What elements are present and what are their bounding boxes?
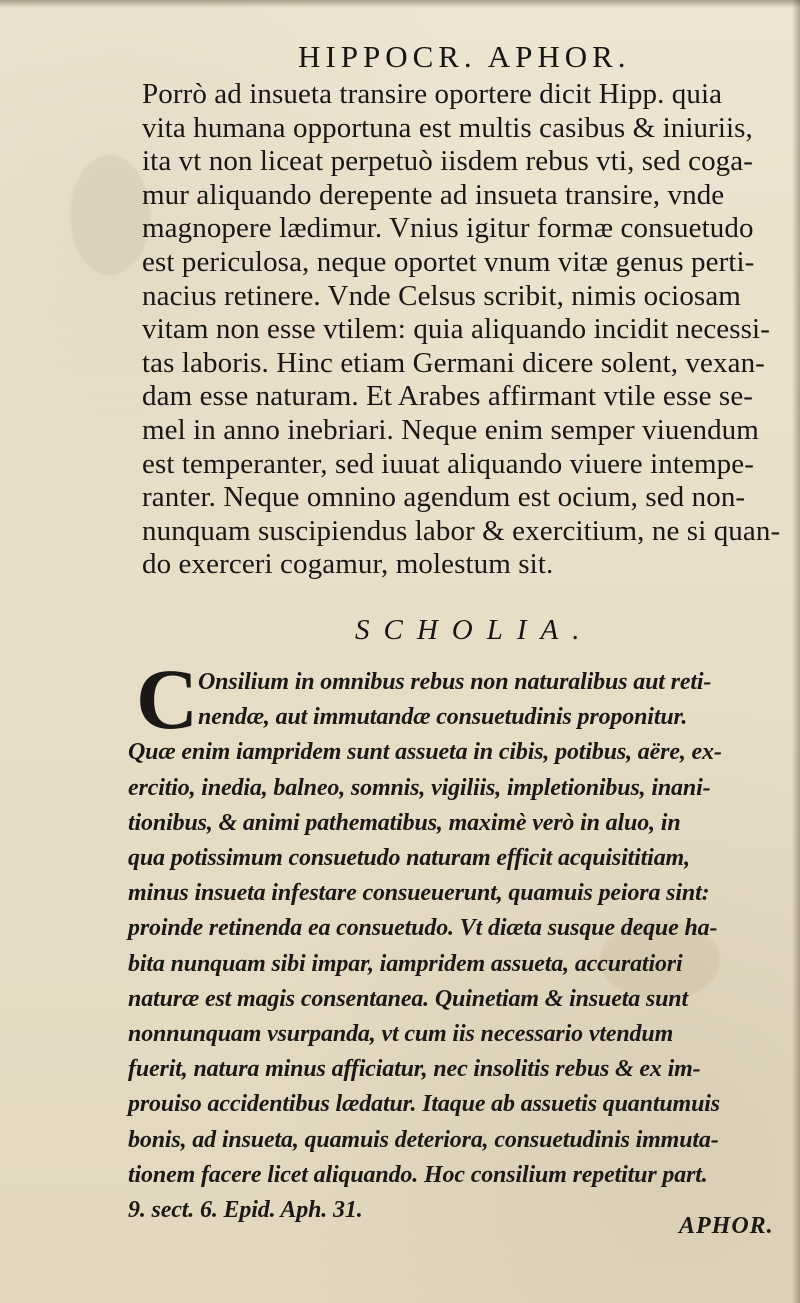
scholia-line: tionibus, & animi pathematibus, maximè verò in aluo, in — [128, 809, 681, 836]
main-text-block — [142, 78, 792, 582]
scholia-line: Quæ enim iampridem sunt assueta in cibis, potibus, aëre, ex- — [128, 739, 722, 766]
main-text-line: magnopere lædimur. Vnius igitur formæ consuetudo — [142, 212, 754, 245]
scholia-line: ercitio, inedia, balneo, somnis, vigiliis, impletionibus, inani- — [128, 774, 711, 801]
paper-stain — [70, 155, 150, 275]
main-text-line: ita vt non liceat perpetuò iisdem rebus vti, sed coga- — [142, 145, 754, 178]
scholia-line: tionem facere licet aliquando. Hoc consilium repetitur part. — [128, 1161, 708, 1188]
scholia-line: 9. sect. 6. Epid. Aph. 31. — [128, 1197, 363, 1224]
scholia-text-block — [128, 651, 792, 1228]
main-text-line: dam esse naturam. Et Arabes affirmant vtile esse se- — [142, 380, 754, 413]
main-text-line: vitam non esse vtilem: quia aliquando incidit necessi- — [142, 313, 770, 346]
main-text-line: nacius retinere. Vnde Celsus scribit, nimis ociosam — [142, 279, 741, 312]
main-text-line: nunquam suscipiendus labor & exercitium, ne si quan- — [142, 514, 781, 547]
scholia-line: prouiso accidentibus lædatur. Itaque ab assuetis quantumuis — [128, 1091, 720, 1118]
main-text-line: do exerceri cogamur, molestum sit. — [142, 548, 554, 581]
scholia-line: nendæ, aut immutandæ consuetudinis proponitur. — [198, 704, 688, 731]
main-text-line: est periculosa, neque oportet vnum vitæ genus perti- — [142, 245, 755, 278]
main-text-line: vita humana opportuna est multis casibus & iniuriis, — [142, 111, 753, 144]
main-text-line: mel in anno inebriari. Neque enim semper viuendum — [142, 413, 759, 446]
scholia-line: naturæ est magis consentanea. Quinetiam & insueta sunt — [128, 985, 689, 1012]
scholia-line: qua potissimum consuetudo naturam efficit acquisititiam, — [128, 845, 690, 872]
catchword: APHOR. — [679, 1213, 774, 1239]
drop-cap: C — [136, 651, 199, 747]
main-text-line: Porrò ad insueta transire oportere dicit Hipp. quia — [142, 78, 723, 110]
scholia-line: Onsilium in omnibus rebus non naturalibus aut reti- — [198, 669, 712, 695]
scholia-line: bita nunquam sibi impar, iampridem assueta, accuratiori — [128, 950, 683, 977]
scholia-line: bonis, ad insueta, quamuis deteriora, consuetudinis immuta- — [128, 1126, 719, 1153]
main-text-line: mur aliquando derepente ad insueta transire, vnde — [142, 178, 725, 211]
scholia-line: nonnunquam vsurpanda, vt cum iis necessario vtendum — [128, 1021, 674, 1048]
running-head: HIPPOCR. APHOR. — [298, 39, 631, 74]
main-text-line: est temperanter, sed iuuat aliquando viuere intempe- — [142, 447, 755, 480]
scholia-line: proinde retinenda ea consuetudo. Vt diæta susque deque ha- — [128, 915, 718, 942]
main-text-line: ranter. Neque omnino agendum est ocium, sed non- — [142, 481, 746, 514]
scholia-line: minus insueta infestare consueuerunt, quamuis peiora sint: — [128, 880, 710, 907]
scholia-heading: SCHOLIA. — [355, 614, 594, 646]
main-text-line: tas laboris. Hinc etiam Germani dicere solent, vexan- — [142, 346, 765, 379]
scholia-line: fuerit, natura minus afficiatur, nec insolitis rebus & ex im- — [128, 1056, 701, 1083]
